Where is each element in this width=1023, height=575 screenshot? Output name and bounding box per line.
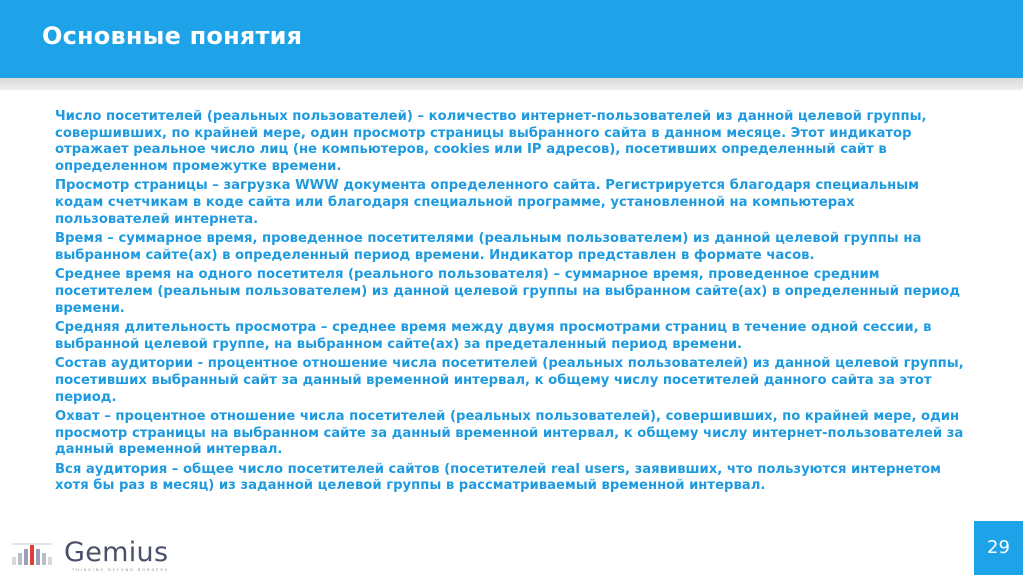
paragraph-view-duration: Средняя длительность просмотра – среднее время между двумя просмотрами страниц в течение одной сессии, в выбранной целевой группе, на выбранном сайте(ах) за предеталенный период времени.: [55, 320, 932, 352]
paragraph-visitors: Число посетителей (реальных пользователей) – количество интернет-пользователей из данной целевой группы, совершивших, по крайней мере, один просмотр страницы выбранного сайта в данном месяце. Этот индикатор отражает реальное число лиц (не компьютеров, cookies или IP адресов), посетивших определенный сайт в определенном промежутке времени.: [55, 109, 927, 174]
gemius-mark-icon: [12, 539, 60, 567]
paragraph-reach: Охват – процентное отношение числа посетителей (реальных пользователей), совершивших, по крайней мере, один просмотр страницы на выбранном сайте за данный временной интервал, к общему числу интернет-пользователей за данный временной интервал.: [55, 409, 964, 458]
paragraph-total-audience: Вся аудитория – общее число посетителей сайтов (посетителей real users, заявивших, что пользуются интернетом хотя бы раз в месяц) из заданной целевой группы в рассматриваемый временной интервал.: [55, 461, 941, 494]
slide-header: [0, 0, 1023, 78]
slide-body: [55, 109, 970, 498]
logo-wordmark: Gemius: [64, 537, 169, 568]
paragraph-page-view: Просмотр страницы – загрузка WWW документа определенного сайта. Регистрируется благодаря специальным кодам счетчикам в коде сайта или благодаря специальной программе, установленной на компьютерах пользователей интернета.: [55, 178, 919, 227]
header-divider: [0, 78, 1023, 90]
page-number: 29: [987, 537, 1010, 558]
paragraph-audience-composition: Состав аудитории - процентное отношение числа посетителей (реальных пользователей) из данной целевой группы, посетивших выбранный сайт за данный временной интервал, к общему числу посетителей данного сайта за этот период.: [55, 356, 964, 405]
paragraph-time: Время – суммарное время, проведенное посетителями (реальным пользователем) из данной целевой группы на выбранном сайте(ах) в определенный период времени. Индикатор представлен в формате часов.: [55, 231, 922, 263]
paragraph-average-time: Среднее время на одного посетителя (реального пользователя) – суммарное время, проведенное средним посетителем (реальным пользователем) из данной целевой группы на выбранном сайте(ах) в определенный период времени.: [55, 267, 960, 316]
page-number-badge: [974, 521, 1023, 575]
gemius-logo: [10, 537, 180, 571]
slide-title: Основные понятия: [42, 22, 303, 50]
logo-tagline: THINKING BEYOND BORDERS: [72, 568, 170, 572]
